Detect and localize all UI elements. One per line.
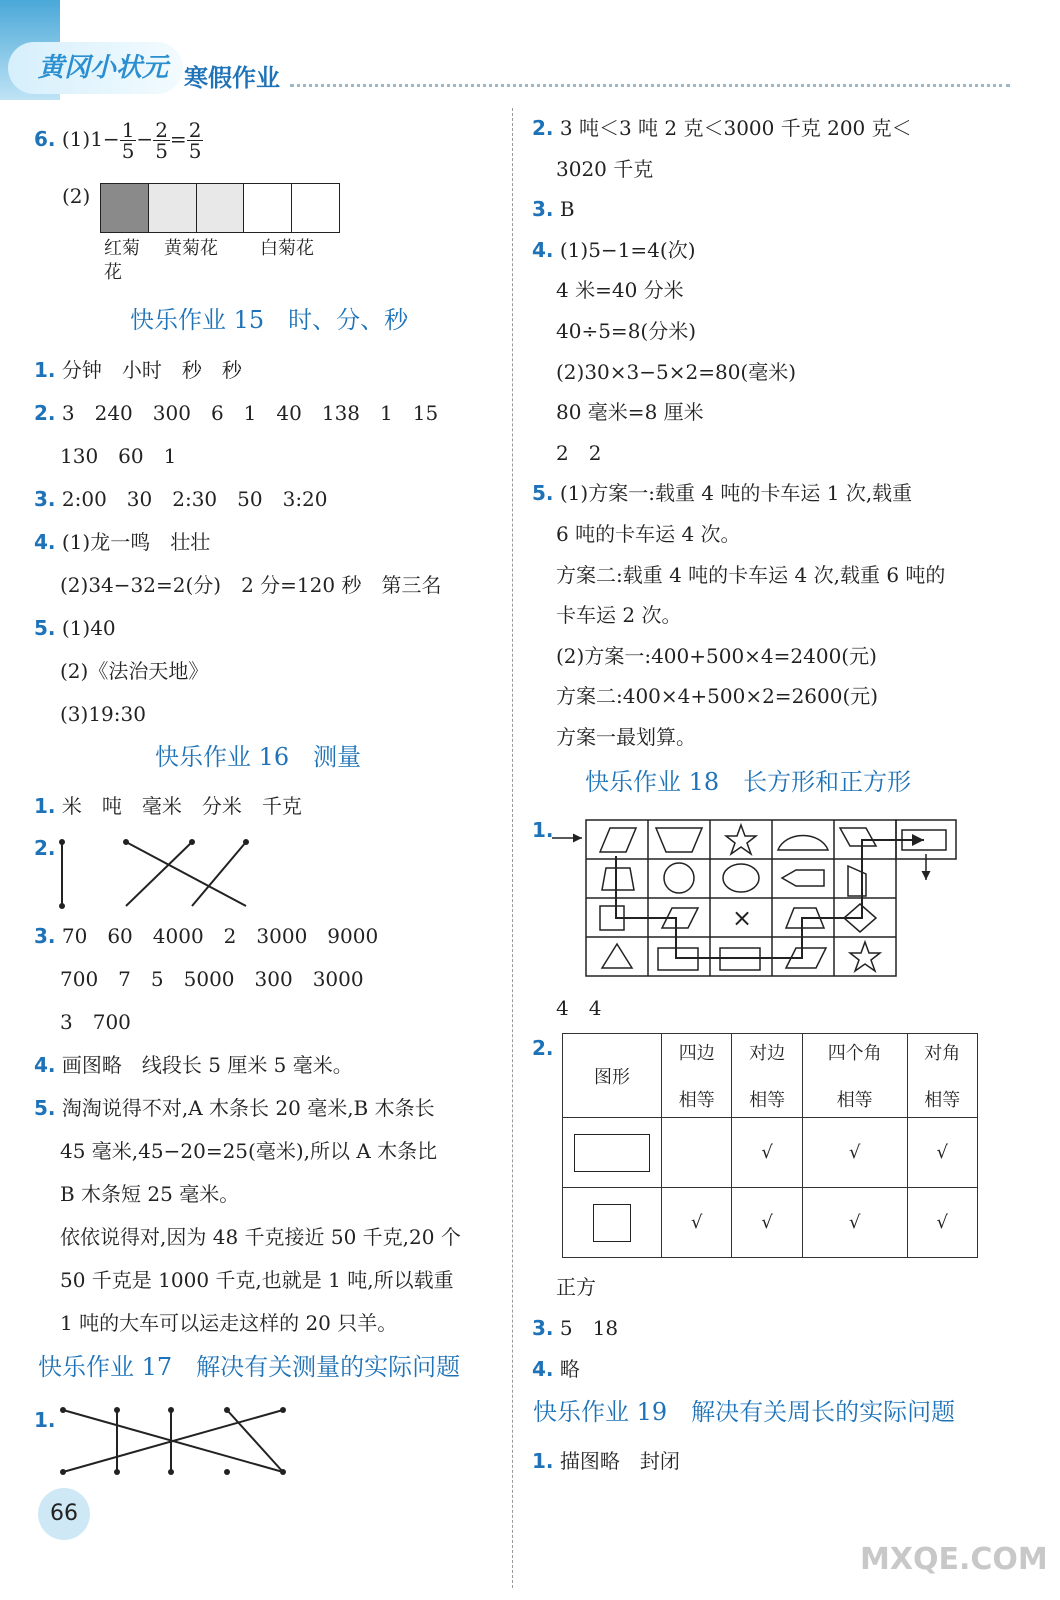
- matching-lines-17: [55, 1400, 295, 1480]
- q6-line1: 6. (1)1− $\frac{1}{5}$ − $\frac{2}{5}$ = $\frac{2}{5}$: [34, 118, 202, 163]
- logo-text: 黄冈小状元: [38, 53, 169, 83]
- answer-text: 淘淘说得不对,A 木条长 20 毫米,B 木条长: [61, 1096, 435, 1120]
- answer-line: [532, 1318, 618, 1338]
- question-number: 4.: [532, 237, 554, 262]
- s18-q2-answer: 正方: [556, 1275, 596, 1299]
- answer-text: 依依说得对,因为 48 千克接近 50 千克,20 个: [60, 1225, 461, 1249]
- question-number: 5.: [532, 481, 554, 506]
- label-red: 红菊: [104, 238, 140, 259]
- answer-text: 方案二:载重 4 吨的卡车运 4 次,载重 6 吨的: [556, 562, 946, 587]
- question-number: 2.: [34, 401, 56, 425]
- question-number: 4.: [34, 530, 56, 554]
- label-white: 白菊花: [260, 238, 314, 259]
- question-number: 3.: [34, 487, 56, 511]
- heading-16: 快乐作业 16 测量: [155, 743, 362, 771]
- answer-line: [532, 1359, 580, 1379]
- fraction: $\frac{2}{5}$: [188, 118, 202, 163]
- label-red2: 花: [104, 262, 122, 283]
- answer-line: [532, 118, 912, 138]
- s16-q2-num: 2.: [34, 836, 56, 860]
- answer-text: 6 吨的卡车运 4 次。: [556, 522, 741, 546]
- question-number: 3.: [34, 924, 56, 948]
- answer-line: [556, 359, 797, 384]
- fraction: $\frac{1}{5}$: [121, 118, 135, 163]
- answer-line: [60, 1184, 239, 1204]
- answer-text: (2)30×3−5×2=80(毫米): [556, 359, 797, 384]
- answer-line: [556, 156, 654, 181]
- answer-text: (1)5−1=4(次): [559, 237, 696, 262]
- answer-text: 3020 千克: [556, 156, 654, 181]
- s19-q1: 1. 描图略 封闭: [532, 1449, 680, 1473]
- answer-text: 方案二:400×4+500×2=2600(元): [556, 684, 879, 709]
- answer-line: [60, 661, 208, 681]
- question-number: 3.: [532, 1316, 554, 1340]
- header-dots: [290, 84, 1010, 87]
- watermark: MXQE.COM: [860, 1542, 1048, 1577]
- answer-text: 卡车运 2 次。: [556, 603, 682, 628]
- answer-line: [60, 969, 364, 989]
- square-shape-cell: [563, 1188, 662, 1258]
- shape-maze-grid: [550, 816, 970, 980]
- page-number: 66: [50, 1501, 78, 1526]
- answer-line: [556, 562, 946, 587]
- answer-text: (1)方案一:载重 4 吨的卡车运 1 次,载重: [559, 481, 913, 506]
- answer-line: [556, 603, 682, 628]
- heading-15: 快乐作业 15 时、分、秒: [130, 306, 409, 334]
- answer-line: [556, 684, 879, 709]
- q6-p2: (2): [62, 184, 91, 208]
- answer-line: [34, 1055, 353, 1075]
- answer-line: [556, 321, 696, 341]
- answer-line: [60, 704, 146, 724]
- grid-cross: ×: [732, 904, 753, 932]
- answer-text: B 木条短 25 毫米。: [60, 1182, 240, 1206]
- answer-text: 45 毫米,45−20=25(毫米),所以 A 木条比: [60, 1139, 438, 1163]
- answer-line: [60, 1141, 437, 1161]
- shape-property-table: 图形 四边 相等 对边 相等 四个角 相等 对角 相等 √ √ √ √ √ √ √: [562, 1033, 978, 1258]
- flower-bar: [100, 183, 340, 233]
- answer-line: [532, 197, 575, 222]
- answer-line: [556, 400, 704, 425]
- answer-line: [34, 403, 438, 423]
- rectangle-shape-cell: [563, 1118, 662, 1188]
- s18-q1-num: 1.: [532, 818, 554, 842]
- answer-text: (2)《法治天地》: [60, 659, 209, 683]
- q6-p1-prefix: (1)1−: [61, 127, 120, 151]
- answer-text: 2:00 30 2:30 50 3:20: [61, 487, 328, 511]
- answer-line: [60, 1270, 454, 1290]
- answer-text: (1)龙一鸣 壮壮: [61, 530, 211, 554]
- answer-text: 50 千克是 1000 千克,也就是 1 吨,所以载重: [60, 1268, 454, 1292]
- question-number: 2.: [532, 116, 554, 140]
- answer-text: 画图略 线段长 5 厘米 5 毫米。: [61, 1053, 353, 1077]
- answer-text: 130 60 1: [60, 444, 177, 468]
- answer-line: [34, 618, 116, 638]
- answer-text: (2)方案一:400+500×4=2400(元): [556, 643, 877, 668]
- heading-19: 快乐作业 19 解决有关周长的实际问题: [533, 1398, 956, 1426]
- answer-text: 2 2: [556, 440, 602, 465]
- answer-text: 略: [559, 1357, 580, 1381]
- question-number: 5.: [34, 616, 56, 640]
- answer-line: [532, 237, 696, 262]
- answer-line: [34, 489, 328, 509]
- answer-text: (1)40: [61, 616, 116, 640]
- question-number: 4.: [532, 1357, 554, 1381]
- answer-line: [532, 481, 913, 506]
- column-divider: [512, 108, 513, 1588]
- s17-q1-num: 1.: [34, 1408, 56, 1432]
- answer-text: 70 60 4000 2 3000 9000: [61, 924, 379, 948]
- label-yellow: 黄菊花: [164, 238, 218, 259]
- answer-line: [556, 524, 741, 544]
- answer-line: [556, 643, 877, 668]
- answer-line: [34, 1098, 435, 1118]
- answer-line: [60, 1313, 397, 1333]
- answer-line: [34, 360, 242, 380]
- heading-17: 快乐作业 17 解决有关测量的实际问题: [38, 1353, 461, 1381]
- answer-line: [556, 727, 696, 747]
- answer-line: [34, 532, 210, 552]
- answer-text: 1 吨的大车可以运走这样的 20 只羊。: [60, 1311, 398, 1335]
- answer-text: 3 240 300 6 1 40 138 1 15: [61, 401, 439, 425]
- answer-line: [60, 575, 441, 595]
- answer-text: B: [559, 197, 575, 222]
- question-number: 1.: [34, 358, 56, 382]
- fraction: $\frac{2}{5}$: [155, 118, 168, 163]
- answer-text: (3)19:30: [60, 702, 146, 726]
- answer-text: (2)34−32=2(分) 2 分=120 秒 第三名: [60, 573, 442, 597]
- question-number: 4.: [34, 1053, 56, 1077]
- answer-text: 80 毫米=8 厘米: [556, 400, 704, 425]
- answer-text: 5 18: [559, 1316, 619, 1340]
- answer-line: [60, 1012, 131, 1032]
- answer-text: 4 米=40 分米: [556, 278, 684, 303]
- answer-line: [60, 446, 176, 466]
- question-number: 3.: [532, 197, 554, 222]
- answer-line: [60, 1227, 461, 1247]
- answer-line: [34, 926, 378, 946]
- answer-text: 3 700: [60, 1010, 131, 1034]
- heading-18: 快乐作业 18 长方形和正方形: [585, 768, 912, 796]
- q6-num: 6.: [34, 127, 56, 151]
- answer-text: 700 7 5 5000 300 3000: [60, 967, 364, 991]
- answer-text: 3 吨＜3 吨 2 克＜3000 千克 200 克＜: [559, 116, 912, 140]
- s16-q1: 1. 米 吨 毫米 分米 千克: [34, 794, 302, 818]
- s18-q2-num: 2.: [532, 1036, 554, 1060]
- answer-text: 分钟 小时 秒 秒: [61, 358, 242, 382]
- answer-line: [556, 278, 684, 303]
- answer-text: 方案一最划算。: [556, 725, 696, 749]
- question-number: 5.: [34, 1096, 56, 1120]
- answer-line: [556, 440, 602, 465]
- matching-lines-16: [50, 832, 280, 922]
- header-title: 寒假作业: [184, 64, 280, 92]
- th-shape: 图形: [563, 1034, 662, 1118]
- answer-text: 40÷5=8(分米): [556, 319, 697, 343]
- s18-q1-answer: 4 4: [556, 996, 602, 1020]
